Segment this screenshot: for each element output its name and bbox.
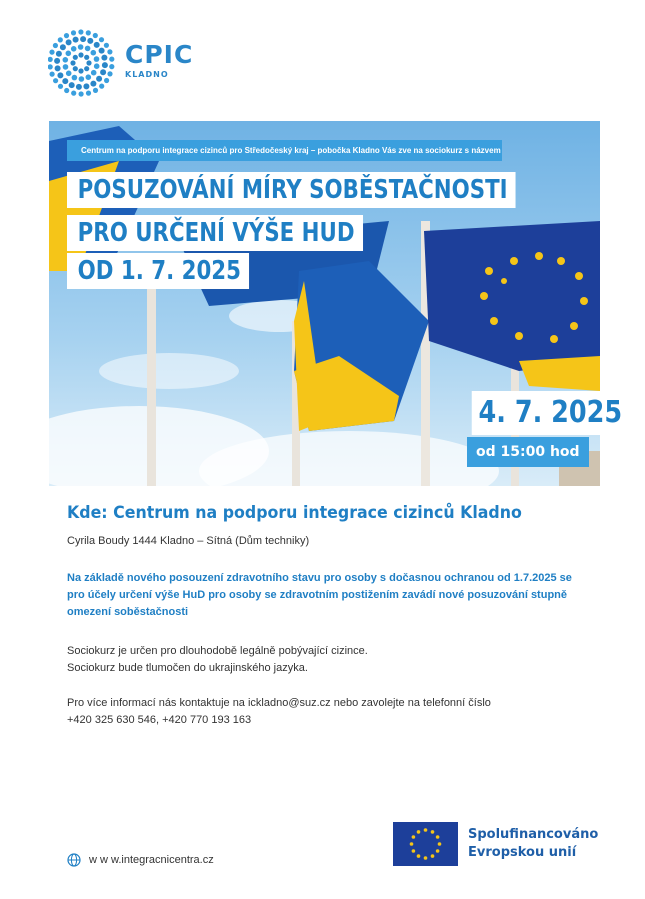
- event-date: 4. 7. 2025: [472, 391, 629, 435]
- logo-text: [125, 42, 193, 79]
- logo-name: CPIC: [125, 40, 194, 69]
- contact-phones: +420 325 630 546, +420 770 193 163: [67, 714, 252, 726]
- venue-address: Cyrila Boudy 1444 Kladno – Sítná (Dům techniky): [67, 535, 310, 547]
- title-line-3: OD 1. 7. 2025: [67, 253, 249, 289]
- event-time: od 15:00 hod: [467, 437, 589, 467]
- logo-city: KLADNO: [125, 70, 169, 79]
- eu-cofunding: [468, 826, 598, 862]
- eu-line-2: Evropskou unií: [468, 845, 577, 860]
- website-text: w w w.integracnicentra.cz: [89, 854, 214, 866]
- invite-strip: Centrum na podporu integrace cizinců pro Středočeský kraj – pobočka Kladno Vás zve na sociokurz s názvem: [67, 140, 502, 161]
- info-line-1: Sociokurz je určen pro dlouhodobě legálně pobývající cizince.: [67, 645, 368, 657]
- eu-line-1: Spolufinancováno: [468, 827, 599, 842]
- title-line-1: POSUZOVÁNÍ MÍRY SOBĚSTAČNOSTI: [67, 172, 516, 208]
- contact-line-1: Pro více informací nás kontaktuje na ickladno@suz.cz nebo zavolejte na telefonní číslo: [67, 697, 491, 709]
- contact-paragraph: [67, 695, 587, 729]
- venue-heading: Kde: Centrum na podporu integrace cizinců Kladno: [67, 503, 522, 523]
- info-paragraph: [67, 643, 587, 677]
- eu-flag-icon: [393, 822, 458, 866]
- globe-icon: [67, 853, 81, 867]
- title-line-2: PRO URČENÍ VÝŠE HUD: [67, 215, 363, 251]
- info-line-2: Sociokurz bude tlumočen do ukrajinského jazyka.: [67, 662, 308, 674]
- lead-paragraph: Na základě nového posouzení zdravotního stavu pro osoby s dočasnou ochranou od 1.7.2025 se pro účely určení výše HuD pro osoby se zdravotním postižením zavádí nové posuzování stupně omezení soběstačnosti: [67, 572, 572, 618]
- website-link[interactable]: [67, 853, 214, 867]
